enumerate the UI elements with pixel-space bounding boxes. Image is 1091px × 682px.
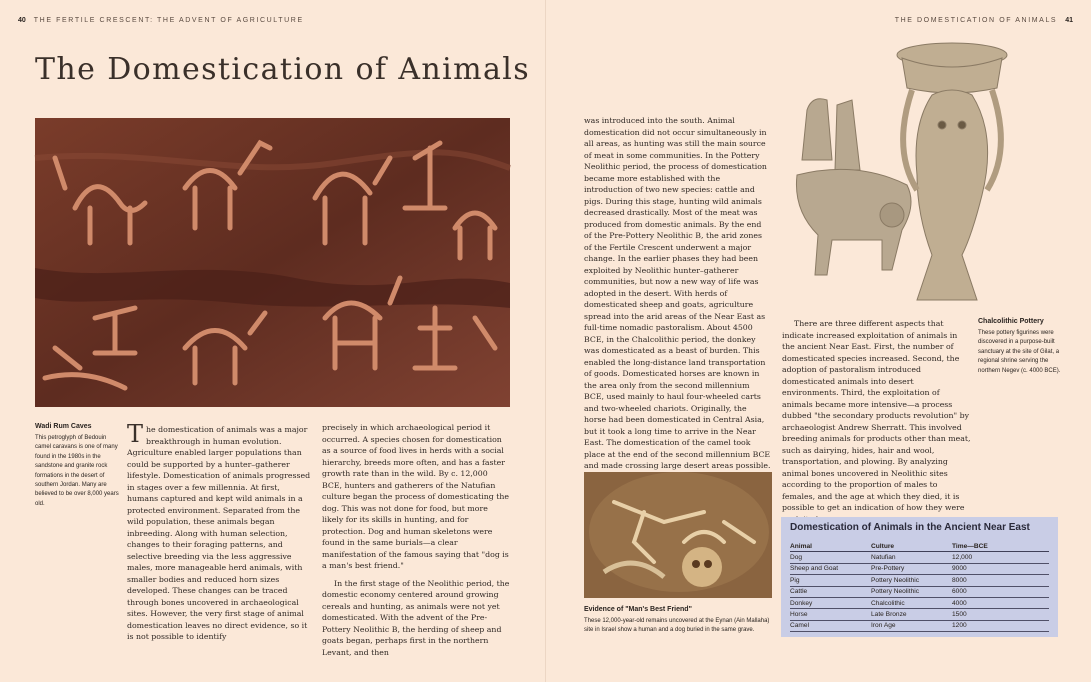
table-header-row [790, 541, 1049, 552]
right-page-number: 41 [1065, 17, 1073, 24]
table-cell: Horse [790, 609, 871, 620]
column-2-paragraph-2: In the first stage of the Neolithic period, the domestic economy centered around growing cereals and hunting, as animals were not yet domesticated. With the advent of the Pre-Pottery Neolithic B, the herding of sheep and goats began, perhaps first in the northern Levant, and then [322, 578, 510, 657]
table-title: Domestication of Animals in the Ancient Near East [790, 522, 1030, 533]
table-cell: Late Bronze [871, 609, 952, 620]
pottery-image [782, 30, 1032, 312]
table-row [790, 586, 1049, 597]
article-column-2 [322, 422, 510, 670]
caption-title: Wadi Rum Caves [35, 423, 92, 430]
pottery-photo [782, 30, 1032, 312]
column-1-paragraph: he domestication of animals was a major breakthrough in human evolution. Agriculture enabled larger populations than could be supported by a hunter–gatherer lifestyle. Domestication of animals progressed in stages over a few millennia. At first, humans captured and kept wild animals in a protected environment. Separated from the wild population, these animals began inbreeding. Along with human selection, changes to their foraging patterns, and selective breeding via the less aggressive males, more manageable herd animals, with smaller bodies and reduced horn sizes developed. These changes can be traced through bones uncovered in archaeological sites. However, the very first stage of animal domestication leaves no direct evidence, so it is not possible to identify [127, 425, 311, 641]
table-cell: Chalcolithic [871, 597, 952, 608]
left-running-header [18, 17, 304, 24]
column-4-paragraph: There are three different aspects that indicate increased exploitation of animals in the ancient Near East. First, the number of domesticated species increased. Second, the adoption of pastoralism introduced domesticated animals into desert environments. Third, the exploitation of animals became more intensive—a process dubbed "the secondary products revolution" by archaeologist Andrew Sherratt. This involved breeding animals for products other than meat, such as dairying, hides, hair and wool, transportation, and plowing. By analyzing animal bones uncovered in Neolithic sites according to the proportion of males to females, and the age at which they died, it is possible to get an indication of how they were [782, 319, 971, 512]
caption-title: Chalcolithic Pottery [978, 318, 1044, 325]
left-running-title: THE FERTILE CRESCENT: THE ADVENT OF AGRICULTURE [33, 17, 304, 24]
column-header: Animal [790, 541, 871, 552]
caption-text: These pottery figurines were discovered in a purpose-built sanctuary at the site of Gilat, a regional shrine serving the northern Negev (c. 4000 BCE). [978, 330, 1061, 374]
caption-text: These 12,000-year-old remains uncovered at the Eynan (Ain Mallaha) site in Israel show a human and a dog buried in the same grave. [584, 618, 770, 634]
left-page-number: 40 [18, 17, 26, 24]
caption-title: Evidence of "Man's Best Friend" [584, 606, 692, 613]
table-cell: Camel [790, 620, 871, 631]
table-cell: 1500 [952, 609, 1049, 620]
caption-text: This petroglyph of Bedouin camel caravans is one of many found in the 1980s in the sandstone and granite rock formations in the desert of southern Jordan. Many are believed to be over 8,000 years old. [35, 435, 119, 507]
domestication-table [790, 541, 1049, 632]
table-cell: Cattle [790, 586, 871, 597]
table-cell: Pottery Neolithic [871, 575, 952, 586]
right-running-header [895, 17, 1073, 24]
table-row [790, 597, 1049, 608]
table-cell: Pre-Pottery [871, 563, 952, 574]
domestication-table-box [781, 517, 1058, 637]
page-gutter [545, 0, 546, 682]
table-cell: Iron Age [871, 620, 952, 631]
column-header: Culture [871, 541, 952, 552]
table-cell: Pig [790, 575, 871, 586]
pottery-caption [978, 318, 1070, 376]
table-cell: 12,000 [952, 552, 1049, 563]
wadi-rum-caption [35, 423, 120, 509]
table-row [790, 620, 1049, 631]
column-2-paragraph-1: precisely in which archaeological period it occurred. A species chosen for domestication as a source of food lives in herds with a social hierarchy, breeds more often, and has a faster growth rate than in the wild. By c. 12,000 BCE, hunters and gatherers of the Natufian culture began the process of domesticating the dog. This was not done for food, but more likely for its skills in hunting, and for protection. Dog and human skeletons were found in the same burials—a clear manifestation of the famous saying that "dog is a man's best friend." [322, 423, 510, 570]
column-header: Time—BCE [952, 541, 1049, 552]
page-title: The Domestication of Animals [35, 52, 531, 87]
column-3-paragraph: was introduced into the south. Animal domestication did not occur simultaneously in all areas, as hunting was still the main source of meat in some communities. In the Pottery Neolithic period, the process of domestication became more established with the introduction of two new species: cattle and pigs. During this stage, hunting wild animals decreased drastically. Most of the meat was produced from domestic animals. By the end of the Pre-Pottery Neolithic B, the arid zones of the Fertile Crescent underwent a major change. In the earlier phases they had been exploited by Neolithic hunter–gatherer communities, but now a new way of life was adopted in the desert. With herds of domesticated sheep and goats, agriculture spread into the arid areas of the Near East as full-time nomadic pastoralism. About 4500 BCE, in the Chalcolithic period, the donkey was domesticated as a beast of burden. This enabled the long-distance land transportation of goods. Domesticated horses are known in the area only from the second millennium BCE, used mainly to haul four-wheeled carts and two-wheeled chariots. Originally, the horse had been domesticated in Central Asia, but it took a long time to arrive in the Near East. The domestication of the camel took place at the end of the second millennium BCE and made crossing large desert areas possible. [584, 116, 771, 470]
table-row [790, 575, 1049, 586]
right-running-title: THE DOMESTICATION OF ANIMALS [894, 17, 1058, 24]
table-row [790, 552, 1049, 563]
table-cell: 8000 [952, 575, 1049, 586]
table-cell: 1200 [952, 620, 1049, 631]
drop-cap: T [127, 420, 144, 448]
table-cell: 9000 [952, 563, 1049, 574]
table-row [790, 563, 1049, 574]
burial-image [584, 472, 772, 598]
petroglyph-image [35, 118, 510, 407]
table-row [790, 609, 1049, 620]
table-cell: Sheep and Goat [790, 563, 871, 574]
dog-burial-caption [584, 606, 774, 636]
table-cell: Natufian [871, 552, 952, 563]
article-column-3 [584, 115, 771, 470]
table-cell: Pottery Neolithic [871, 586, 952, 597]
table-cell: Donkey [790, 597, 871, 608]
wadi-rum-photo [35, 118, 510, 407]
article-column-4 [782, 318, 972, 512]
dog-burial-photo [584, 472, 772, 598]
table-cell: 4000 [952, 597, 1049, 608]
article-column-1 [127, 420, 313, 670]
table-cell: 6000 [952, 586, 1049, 597]
table-cell: Dog [790, 552, 871, 563]
